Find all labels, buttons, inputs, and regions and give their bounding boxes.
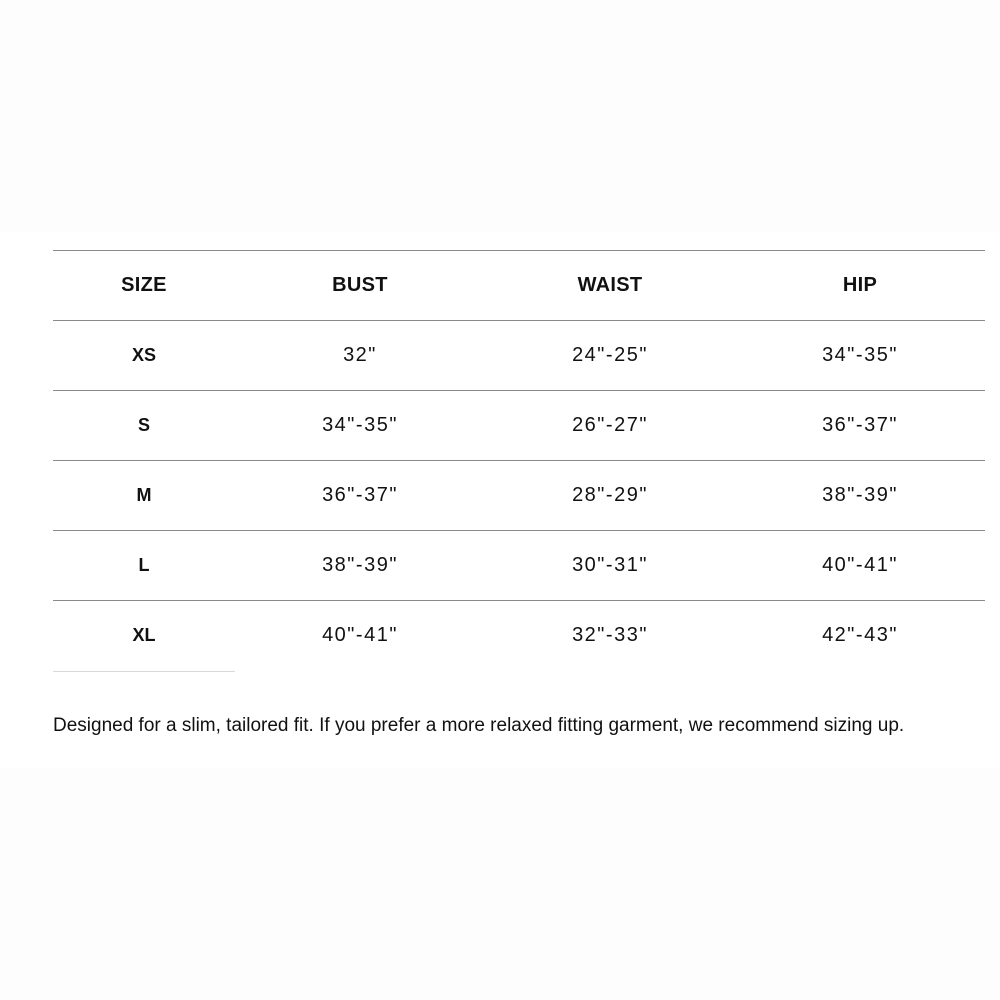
waist-value: 24"-25" [485, 321, 735, 391]
table-row [53, 391, 985, 461]
bust-value: 32" [235, 321, 485, 391]
size-label: L [53, 531, 235, 601]
bottom-background [0, 768, 1000, 1000]
bust-value: 34"-35" [235, 391, 485, 461]
fit-note: Designed for a slim, tailored fit. If you prefer a more relaxed fitting garment, we recommend sizing up. [53, 715, 905, 736]
size-chart-table [53, 250, 985, 670]
hip-value: 38"-39" [735, 461, 985, 531]
waist-value: 30"-31" [485, 531, 735, 601]
header-bust: BUST [235, 251, 485, 321]
table-row [53, 461, 985, 531]
header-hip: HIP [735, 251, 985, 321]
top-background [0, 0, 1000, 232]
header-size: SIZE [53, 251, 235, 321]
header-waist: WAIST [485, 251, 735, 321]
size-label: M [53, 461, 235, 531]
divider [53, 671, 235, 672]
waist-value: 32"-33" [572, 624, 648, 646]
bust-value: 38"-39" [235, 531, 485, 601]
table-header-row [53, 251, 985, 321]
size-label: S [53, 391, 235, 461]
hip-value: 34"-35" [735, 321, 985, 391]
table-row [53, 321, 985, 391]
table-row [53, 601, 985, 671]
bust-value: 36"-37" [235, 461, 485, 531]
size-label: XL [132, 625, 156, 645]
size-label: XS [53, 321, 235, 391]
hip-value: 42"-43" [822, 624, 898, 646]
hip-value: 36"-37" [735, 391, 985, 461]
bust-value: 40"-41" [322, 624, 398, 646]
hip-value: 40"-41" [735, 531, 985, 601]
table-row [53, 531, 985, 601]
waist-value: 26"-27" [485, 391, 735, 461]
waist-value: 28"-29" [485, 461, 735, 531]
